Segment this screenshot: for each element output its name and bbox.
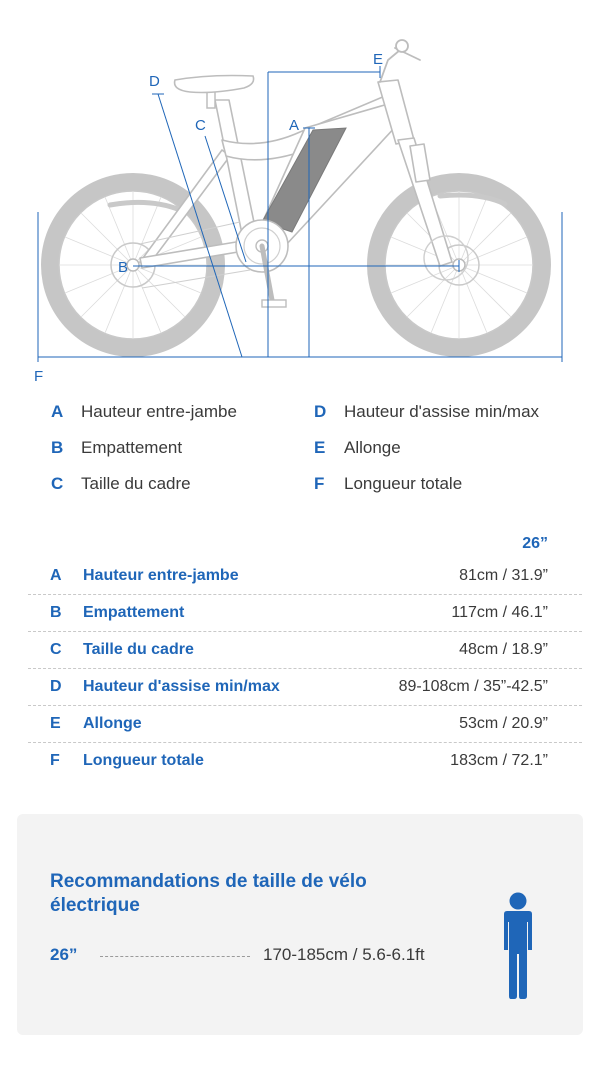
legend-item <box>51 436 182 460</box>
row-letter: F <box>50 752 60 769</box>
legend-letter: D <box>314 402 327 421</box>
dotted-leader <box>100 956 250 957</box>
legend-letter: A <box>51 402 64 421</box>
size-column-header: 26” <box>522 535 548 552</box>
row-value: 183cm / 72.1” <box>450 752 548 769</box>
rider-height-range: 170-185cm / 5.6-6.1ft <box>263 945 425 964</box>
legend-label: Empattement <box>81 438 183 457</box>
legend-label: Hauteur d'assise min/max <box>344 402 540 421</box>
row-value: 117cm / 46.1” <box>451 604 548 621</box>
legend-letter: B <box>51 438 64 457</box>
table-row <box>28 706 582 743</box>
legend-letter: F <box>314 474 325 493</box>
recommended-wheel-size: 26” <box>50 945 78 964</box>
label-e: E <box>373 51 384 68</box>
legend-letter: C <box>51 474 64 493</box>
row-letter: B <box>50 604 62 621</box>
legend-label: Taille du cadre <box>81 474 191 493</box>
row-name: Taille du cadre <box>83 641 194 658</box>
row-letter: C <box>50 641 62 658</box>
table-row <box>28 743 582 779</box>
legend-item <box>314 472 462 496</box>
legend-letter: E <box>314 438 326 457</box>
row-value: 89-108cm / 35”-42.5” <box>398 678 548 695</box>
legend-label: Hauteur entre-jambe <box>81 402 237 421</box>
row-letter: E <box>50 715 61 732</box>
row-name: Empattement <box>83 604 185 621</box>
geometry-table <box>28 558 582 779</box>
row-value: 53cm / 20.9” <box>459 715 548 732</box>
label-f: F <box>34 368 44 385</box>
row-name: Hauteur entre-jambe <box>83 567 239 584</box>
label-a: A <box>289 117 300 134</box>
row-name: Hauteur d'assise min/max <box>83 678 280 695</box>
saddle <box>175 76 254 93</box>
row-value: 81cm / 31.9” <box>459 567 548 584</box>
bike-geometry-diagram <box>0 0 600 390</box>
legend-item <box>51 400 237 424</box>
person-icon <box>495 892 541 1000</box>
row-letter: A <box>50 567 62 584</box>
row-letter: D <box>50 678 62 695</box>
table-row <box>28 558 582 595</box>
legend-label: Longueur totale <box>344 474 463 493</box>
table-row <box>28 632 582 669</box>
legend-item <box>314 436 401 460</box>
row-value: 48cm / 18.9” <box>459 641 548 658</box>
label-b: B <box>118 259 129 276</box>
legend-item <box>314 400 539 424</box>
legend-item <box>51 472 191 496</box>
row-name: Allonge <box>83 715 142 732</box>
recommendation-title: Recommandations de taille de vélo électrique <box>50 871 367 916</box>
label-d: D <box>149 73 160 90</box>
label-c: C <box>195 117 206 134</box>
legend-label: Allonge <box>344 438 401 457</box>
size-recommendation-panel <box>17 814 583 1035</box>
table-row <box>28 595 582 632</box>
row-name: Longueur totale <box>83 752 204 769</box>
table-row <box>28 669 582 706</box>
